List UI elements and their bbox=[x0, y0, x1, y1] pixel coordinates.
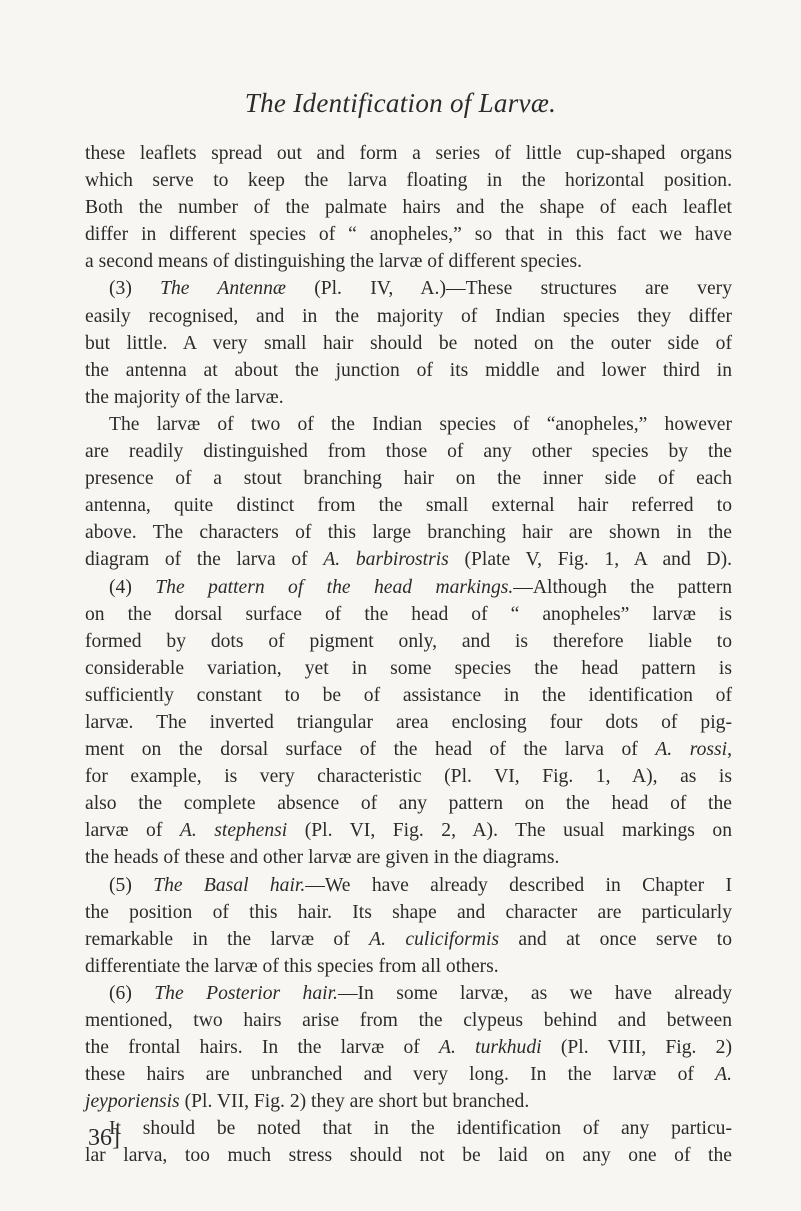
text-line: The larvæ of two of the Indian species of “anopheles,” however bbox=[109, 413, 732, 435]
text-line: Both the number of the palmate hairs and the shape of each leaflet bbox=[85, 197, 732, 219]
text-line: formed by dots of pigment only, and is therefore liable to bbox=[85, 630, 732, 652]
text-line: the frontal hairs. In the larvæ of A. turkhudi (Pl. VIII, Fig. 2) bbox=[85, 1037, 732, 1059]
text-line: (6) The Posterior hair.—In some larvæ, as we have already bbox=[109, 982, 732, 1004]
page-number: 36] bbox=[88, 1125, 120, 1151]
text-line: remarkable in the larvæ of A. culiciformis and at once serve to bbox=[85, 928, 732, 950]
text-line: jeyporiensis (Pl. VII, Fig. 2) they are short but branched. bbox=[85, 1091, 530, 1113]
text-line: lar larva, too much stress should not be laid on any one of the bbox=[85, 1145, 732, 1167]
text-line: these leaflets spread out and form a series of little cup-shaped organs bbox=[85, 143, 732, 164]
text-line: the position of this hair. Its shape and character are particularly bbox=[85, 901, 732, 923]
text-line: mentioned, two hairs arise from the clypeus behind and between bbox=[85, 1010, 732, 1031]
text-line: antenna, quite distinct from the small external hair referred to bbox=[85, 495, 732, 517]
text-line: a second means of distinguishing the larvæ of different species. bbox=[85, 251, 582, 273]
text-line: differ in different species of “ anopheles,” so that in this fact we have bbox=[85, 224, 732, 246]
text-line: these hairs are unbranched and very long. In the larvæ of A. bbox=[85, 1064, 732, 1086]
text-line: easily recognised, and in the majority of Indian species they differ bbox=[85, 305, 732, 327]
text-line: larvæ of A. stephensi (Pl. VI, Fig. 2, A). The usual markings on bbox=[85, 820, 733, 842]
text-line: which serve to keep the larva floating in the horizontal position. bbox=[85, 170, 732, 192]
text-line: also the complete absence of any pattern on the head of the bbox=[85, 793, 732, 815]
text-line: differentiate the larvæ of this species from all others. bbox=[85, 955, 499, 977]
text-line: sufficiently constant to be of assistance in the identification of bbox=[85, 684, 732, 706]
text-line: above. The characters of this large branching hair are shown in the bbox=[85, 522, 732, 544]
text-line: on the dorsal surface of the head of “ anopheles” larvæ is bbox=[85, 603, 732, 625]
text-line: but little. A very small hair should be noted on the outer side of bbox=[85, 332, 732, 354]
text-line: (3) The Antennæ (Pl. IV, A.)—These structures are very bbox=[109, 278, 732, 300]
text-line: presence of a stout branching hair on the inner side of each bbox=[85, 468, 732, 490]
text-line: considerable variation, yet in some species the head pattern is bbox=[85, 657, 732, 679]
text-line: diagram of the larva of A. barbirostris (Plate V, Fig. 1, A and D). bbox=[85, 549, 732, 571]
text-line: the antenna at about the junction of its middle and lower third in bbox=[85, 359, 732, 381]
text-line: larvæ. The inverted triangular area enclosing four dots of pig- bbox=[85, 711, 732, 733]
text-line: (5) The Basal hair.—We have already described in Chapter I bbox=[109, 874, 733, 896]
text-line: the heads of these and other larvæ are given in the diagrams. bbox=[85, 847, 560, 869]
text-line: It should be noted that in the identification of any particu- bbox=[109, 1118, 732, 1140]
text-line: are readily distinguished from those of any other species by the bbox=[85, 441, 732, 463]
body-text bbox=[85, 140, 732, 1170]
running-head: The Identification of Larvæ. bbox=[244, 88, 557, 118]
text-line: (4) The pattern of the head markings.—Although the pattern bbox=[109, 576, 733, 598]
text-line: for example, is very characteristic (Pl. VI, Fig. 1, A), as is bbox=[85, 766, 732, 788]
text-line: ment on the dorsal surface of the head of the larva of A. rossi, bbox=[85, 739, 733, 761]
text-line: the majority of the larvæ. bbox=[85, 386, 284, 408]
